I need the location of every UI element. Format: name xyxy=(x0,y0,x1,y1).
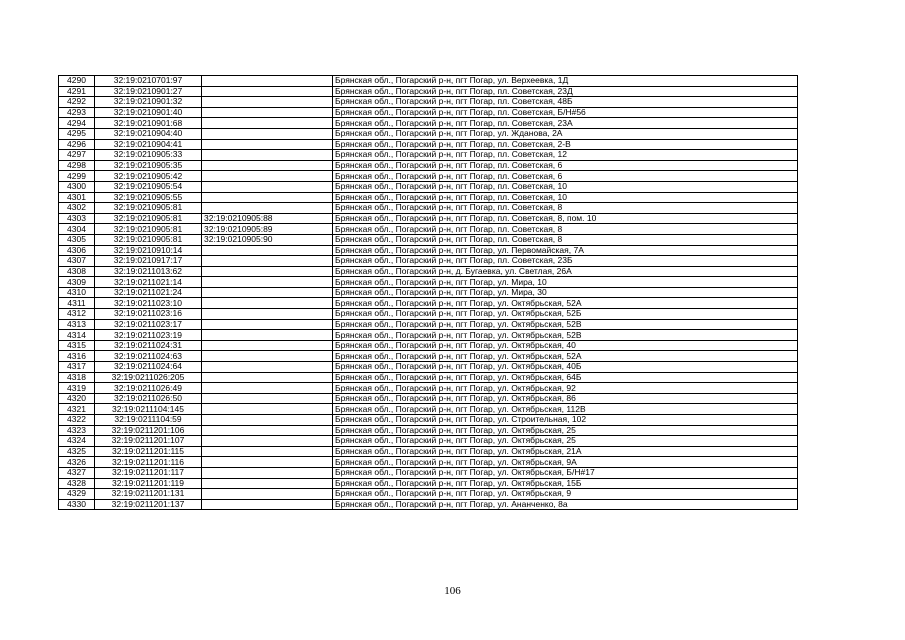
cadastral-number-cell: 32:19:0211104:145 xyxy=(95,404,202,415)
address-cell: Брянская обл., Погарский р-н, пгт Погар, ул. Верхеевка, 1Д xyxy=(333,76,798,87)
cadastral-number-cell: 32:19:0211104:59 xyxy=(95,415,202,426)
related-cadastral-number-cell xyxy=(202,256,333,267)
row-number-cell: 4290 xyxy=(59,76,95,87)
address-cell: Брянская обл., Погарский р-н, пгт Погар, ул. Мира, 10 xyxy=(333,277,798,288)
address-cell: Брянская обл., Погарский р-н, пгт Погар, пл. Советская, 2-В xyxy=(333,139,798,150)
related-cadastral-number-cell xyxy=(202,128,333,139)
related-cadastral-number-cell xyxy=(202,181,333,192)
cadastral-number-cell: 32:19:0210901:68 xyxy=(95,118,202,129)
address-cell: Брянская обл., Погарский р-н, пгт Погар, пл. Советская, 12 xyxy=(333,150,798,161)
related-cadastral-number-cell xyxy=(202,489,333,500)
related-cadastral-number-cell xyxy=(202,245,333,256)
related-cadastral-number-cell xyxy=(202,97,333,108)
row-number-cell: 4328 xyxy=(59,478,95,489)
related-cadastral-number-cell xyxy=(202,160,333,171)
table-row xyxy=(59,86,798,97)
row-number-cell: 4319 xyxy=(59,383,95,394)
cadastral-number-cell: 32:19:0211201:137 xyxy=(95,499,202,510)
row-number-cell: 4318 xyxy=(59,372,95,383)
row-number-cell: 4329 xyxy=(59,489,95,500)
row-number-cell: 4316 xyxy=(59,351,95,362)
table-row xyxy=(59,213,798,224)
related-cadastral-number-cell xyxy=(202,372,333,383)
table-row xyxy=(59,192,798,203)
table-row xyxy=(59,128,798,139)
address-cell: Брянская обл., Погарский р-н, пгт Погар, ул. Октябрьская, 112В xyxy=(333,404,798,415)
table-row xyxy=(59,457,798,468)
cadastral-number-cell: 32:19:0210905:54 xyxy=(95,181,202,192)
related-cadastral-number-cell xyxy=(202,425,333,436)
cadastral-number-cell: 32:19:0210910:14 xyxy=(95,245,202,256)
page-number: 106 xyxy=(444,585,461,597)
cadastral-number-cell: 32:19:0211021:14 xyxy=(95,277,202,288)
address-cell: Брянская обл., Погарский р-н, пгт Погар, ул. Октябрьская, 52Б xyxy=(333,309,798,320)
cadastral-number-cell: 32:19:0210917:17 xyxy=(95,256,202,267)
related-cadastral-number-cell xyxy=(202,415,333,426)
row-number-cell: 4312 xyxy=(59,309,95,320)
related-cadastral-number-cell xyxy=(202,362,333,373)
address-cell: Брянская обл., Погарский р-н, пгт Погар, ул. Мира, 30 xyxy=(333,287,798,298)
row-number-cell: 4311 xyxy=(59,298,95,309)
related-cadastral-number-cell xyxy=(202,266,333,277)
cadastral-number-cell: 32:19:0211201:119 xyxy=(95,478,202,489)
row-number-cell: 4315 xyxy=(59,340,95,351)
table-row xyxy=(59,404,798,415)
table-row xyxy=(59,319,798,330)
address-cell: Брянская обл., Погарский р-н, пгт Погар, ул. Октябрьская, 9 xyxy=(333,489,798,500)
table-row xyxy=(59,266,798,277)
address-cell: Брянская обл., Погарский р-н, пгт Погар, ул. Октябрьская, 25 xyxy=(333,436,798,447)
related-cadastral-number-cell xyxy=(202,393,333,404)
address-cell: Брянская обл., Погарский р-н, пгт Погар, ул. Октябрьская, 21А xyxy=(333,446,798,457)
row-number-cell: 4317 xyxy=(59,362,95,373)
cadastral-number-cell: 32:19:0211026:205 xyxy=(95,372,202,383)
address-cell: Брянская обл., Погарский р-н, пгт Погар, ул. Первомайская, 7А xyxy=(333,245,798,256)
related-cadastral-number-cell xyxy=(202,192,333,203)
related-cadastral-number-cell xyxy=(202,319,333,330)
table-row xyxy=(59,256,798,267)
address-cell: Брянская обл., Погарский р-н, пгт Погар, пл. Советская, 23Д xyxy=(333,86,798,97)
row-number-cell: 4325 xyxy=(59,446,95,457)
cadastral-number-cell: 32:19:0210905:81 xyxy=(95,224,202,235)
row-number-cell: 4327 xyxy=(59,467,95,478)
row-number-cell: 4310 xyxy=(59,287,95,298)
address-cell: Брянская обл., Погарский р-н, пгт Погар, пл. Советская, 8 xyxy=(333,224,798,235)
address-cell: Брянская обл., Погарский р-н, пгт Погар, пл. Советская, 48Б xyxy=(333,97,798,108)
row-number-cell: 4308 xyxy=(59,266,95,277)
table-row xyxy=(59,181,798,192)
address-cell: Брянская обл., Погарский р-н, пгт Погар, ул. Октябрьская, 25 xyxy=(333,425,798,436)
row-number-cell: 4326 xyxy=(59,457,95,468)
table-row xyxy=(59,309,798,320)
address-cell: Брянская обл., Погарский р-н, пгт Погар, ул. Ананченко, 8а xyxy=(333,499,798,510)
row-number-cell: 4309 xyxy=(59,277,95,288)
table-row xyxy=(59,393,798,404)
row-number-cell: 4295 xyxy=(59,128,95,139)
table-row xyxy=(59,76,798,87)
related-cadastral-number-cell xyxy=(202,383,333,394)
cadastral-number-cell: 32:19:0211201:117 xyxy=(95,467,202,478)
table-row xyxy=(59,340,798,351)
cadastral-number-cell: 32:19:0210905:81 xyxy=(95,213,202,224)
registry-table-body xyxy=(59,76,798,510)
address-cell: Брянская обл., Погарский р-н, пгт Погар, ул. Октябрьская, 9А xyxy=(333,457,798,468)
related-cadastral-number-cell xyxy=(202,436,333,447)
related-cadastral-number-cell xyxy=(202,86,333,97)
related-cadastral-number-cell xyxy=(202,446,333,457)
address-cell: Брянская обл., Погарский р-н, пгт Погар, ул. Октябрьская, 64Б xyxy=(333,372,798,383)
related-cadastral-number-cell xyxy=(202,340,333,351)
table-row xyxy=(59,234,798,245)
cadastral-number-cell: 32:19:0211024:63 xyxy=(95,351,202,362)
related-cadastral-number-cell xyxy=(202,478,333,489)
related-cadastral-number-cell xyxy=(202,139,333,150)
cadastral-number-cell: 32:19:0210901:27 xyxy=(95,86,202,97)
cadastral-number-cell: 32:19:0210701:97 xyxy=(95,76,202,87)
row-number-cell: 4320 xyxy=(59,393,95,404)
related-cadastral-number-cell xyxy=(202,150,333,161)
table-row xyxy=(59,298,798,309)
related-cadastral-number-cell xyxy=(202,309,333,320)
address-cell: Брянская обл., Погарский р-н, пгт Погар, пл. Советская, Б/Н#56 xyxy=(333,107,798,118)
row-number-cell: 4306 xyxy=(59,245,95,256)
table-row xyxy=(59,330,798,341)
table-row xyxy=(59,139,798,150)
cadastral-number-cell: 32:19:0211023:10 xyxy=(95,298,202,309)
address-cell: Брянская обл., Погарский р-н, пгт Погар, ул. Октябрьская, 92 xyxy=(333,383,798,394)
cadastral-number-cell: 32:19:0211026:50 xyxy=(95,393,202,404)
table-row xyxy=(59,499,798,510)
related-cadastral-number-cell xyxy=(202,287,333,298)
table-row xyxy=(59,467,798,478)
table-row xyxy=(59,150,798,161)
table-row xyxy=(59,478,798,489)
row-number-cell: 4296 xyxy=(59,139,95,150)
address-cell: Брянская обл., Погарский р-н, д. Бугаевка, ул. Светлая, 26А xyxy=(333,266,798,277)
row-number-cell: 4321 xyxy=(59,404,95,415)
table-row xyxy=(59,383,798,394)
row-number-cell: 4314 xyxy=(59,330,95,341)
address-cell: Брянская обл., Погарский р-н, пгт Погар, пл. Советская, 8 xyxy=(333,234,798,245)
cadastral-number-cell: 32:19:0211023:17 xyxy=(95,319,202,330)
related-cadastral-number-cell xyxy=(202,404,333,415)
table-row xyxy=(59,245,798,256)
related-cadastral-number-cell xyxy=(202,277,333,288)
cadastral-number-cell: 32:19:0211023:16 xyxy=(95,309,202,320)
related-cadastral-number-cell xyxy=(202,330,333,341)
table-row xyxy=(59,287,798,298)
cadastral-number-cell: 32:19:0210901:40 xyxy=(95,107,202,118)
related-cadastral-number-cell xyxy=(202,107,333,118)
address-cell: Брянская обл., Погарский р-н, пгт Погар, ул. Жданова, 2А xyxy=(333,128,798,139)
address-cell: Брянская обл., Погарский р-н, пгт Погар, ул. Октябрьская, 15Б xyxy=(333,478,798,489)
cadastral-number-cell: 32:19:0210905:81 xyxy=(95,203,202,214)
cadastral-number-cell: 32:19:0211201:106 xyxy=(95,425,202,436)
row-number-cell: 4298 xyxy=(59,160,95,171)
cadastral-number-cell: 32:19:0211024:64 xyxy=(95,362,202,373)
row-number-cell: 4303 xyxy=(59,213,95,224)
address-cell: Брянская обл., Погарский р-н, пгт Погар, пл. Советская, 23А xyxy=(333,118,798,129)
row-number-cell: 4323 xyxy=(59,425,95,436)
cadastral-number-cell: 32:19:0211023:19 xyxy=(95,330,202,341)
address-cell: Брянская обл., Погарский р-н, пгт Погар, пл. Советская, 8, пом. 10 xyxy=(333,213,798,224)
registry-table xyxy=(58,75,798,510)
address-cell: Брянская обл., Погарский р-н, пгт Погар, ул. Октябрьская, Б/Н#17 xyxy=(333,467,798,478)
table-row xyxy=(59,372,798,383)
address-cell: Брянская обл., Погарский р-н, пгт Погар, ул. Октябрьская, 52В xyxy=(333,319,798,330)
related-cadastral-number-cell xyxy=(202,467,333,478)
related-cadastral-number-cell: 32:19:0210905:88 xyxy=(202,213,333,224)
related-cadastral-number-cell xyxy=(202,118,333,129)
table-row xyxy=(59,425,798,436)
row-number-cell: 4304 xyxy=(59,224,95,235)
row-number-cell: 4291 xyxy=(59,86,95,97)
related-cadastral-number-cell: 32:19:0210905:90 xyxy=(202,234,333,245)
address-cell: Брянская обл., Погарский р-н, пгт Погар, пл. Советская, 6 xyxy=(333,171,798,182)
address-cell: Брянская обл., Погарский р-н, пгт Погар, ул. Октябрьская, 52А xyxy=(333,351,798,362)
table-row xyxy=(59,160,798,171)
row-number-cell: 4299 xyxy=(59,171,95,182)
table-row xyxy=(59,362,798,373)
table-row xyxy=(59,118,798,129)
address-cell: Брянская обл., Погарский р-н, пгт Погар, пл. Советская, 10 xyxy=(333,192,798,203)
table-row xyxy=(59,224,798,235)
cadastral-number-cell: 32:19:0211201:116 xyxy=(95,457,202,468)
row-number-cell: 4301 xyxy=(59,192,95,203)
address-cell: Брянская обл., Погарский р-н, пгт Погар, пл. Советская, 6 xyxy=(333,160,798,171)
table-row xyxy=(59,415,798,426)
address-cell: Брянская обл., Погарский р-н, пгт Погар, пл. Советская, 10 xyxy=(333,181,798,192)
row-number-cell: 4307 xyxy=(59,256,95,267)
table-row xyxy=(59,171,798,182)
table-row xyxy=(59,446,798,457)
cadastral-number-cell: 32:19:0210904:40 xyxy=(95,128,202,139)
related-cadastral-number-cell: 32:19:0210905:89 xyxy=(202,224,333,235)
related-cadastral-number-cell xyxy=(202,499,333,510)
cadastral-number-cell: 32:19:0211201:115 xyxy=(95,446,202,457)
cadastral-number-cell: 32:19:0211026:49 xyxy=(95,383,202,394)
cadastral-number-cell: 32:19:0210904:41 xyxy=(95,139,202,150)
address-cell: Брянская обл., Погарский р-н, пгт Погар, ул. Октябрьская, 40 xyxy=(333,340,798,351)
row-number-cell: 4302 xyxy=(59,203,95,214)
row-number-cell: 4300 xyxy=(59,181,95,192)
cadastral-number-cell: 32:19:0210905:55 xyxy=(95,192,202,203)
cadastral-number-cell: 32:19:0211201:107 xyxy=(95,436,202,447)
related-cadastral-number-cell xyxy=(202,298,333,309)
related-cadastral-number-cell xyxy=(202,351,333,362)
table-row xyxy=(59,97,798,108)
address-cell: Брянская обл., Погарский р-н, пгт Погар, ул. Октябрьская, 86 xyxy=(333,393,798,404)
cadastral-number-cell: 32:19:0211024:31 xyxy=(95,340,202,351)
related-cadastral-number-cell xyxy=(202,171,333,182)
row-number-cell: 4294 xyxy=(59,118,95,129)
table-row xyxy=(59,436,798,447)
row-number-cell: 4324 xyxy=(59,436,95,447)
row-number-cell: 4292 xyxy=(59,97,95,108)
table-row xyxy=(59,489,798,500)
table-row xyxy=(59,107,798,118)
table-row xyxy=(59,277,798,288)
row-number-cell: 4305 xyxy=(59,234,95,245)
address-cell: Брянская обл., Погарский р-н, пгт Погар, ул. Октябрьская, 52А xyxy=(333,298,798,309)
related-cadastral-number-cell xyxy=(202,457,333,468)
cadastral-number-cell: 32:19:0211021:24 xyxy=(95,287,202,298)
address-cell: Брянская обл., Погарский р-н, пгт Погар, пл. Советская, 8 xyxy=(333,203,798,214)
row-number-cell: 4330 xyxy=(59,499,95,510)
row-number-cell: 4293 xyxy=(59,107,95,118)
cadastral-number-cell: 32:19:0210905:42 xyxy=(95,171,202,182)
related-cadastral-number-cell xyxy=(202,76,333,87)
row-number-cell: 4313 xyxy=(59,319,95,330)
table-row xyxy=(59,351,798,362)
cadastral-number-cell: 32:19:0210901:32 xyxy=(95,97,202,108)
address-cell: Брянская обл., Погарский р-н, пгт Погар, ул. Октябрьская, 40Б xyxy=(333,362,798,373)
cadastral-number-cell: 32:19:0210905:35 xyxy=(95,160,202,171)
cadastral-number-cell: 32:19:0211201:131 xyxy=(95,489,202,500)
address-cell: Брянская обл., Погарский р-н, пгт Погар, ул. Строительная, 102 xyxy=(333,415,798,426)
row-number-cell: 4297 xyxy=(59,150,95,161)
address-cell: Брянская обл., Погарский р-н, пгт Погар, пл. Советская, 23Б xyxy=(333,256,798,267)
row-number-cell: 4322 xyxy=(59,415,95,426)
address-cell: Брянская обл., Погарский р-н, пгт Погар, ул. Октябрьская, 52В xyxy=(333,330,798,341)
table-row xyxy=(59,203,798,214)
cadastral-number-cell: 32:19:0211013:62 xyxy=(95,266,202,277)
cadastral-number-cell: 32:19:0210905:81 xyxy=(95,234,202,245)
cadastral-number-cell: 32:19:0210905:33 xyxy=(95,150,202,161)
related-cadastral-number-cell xyxy=(202,203,333,214)
